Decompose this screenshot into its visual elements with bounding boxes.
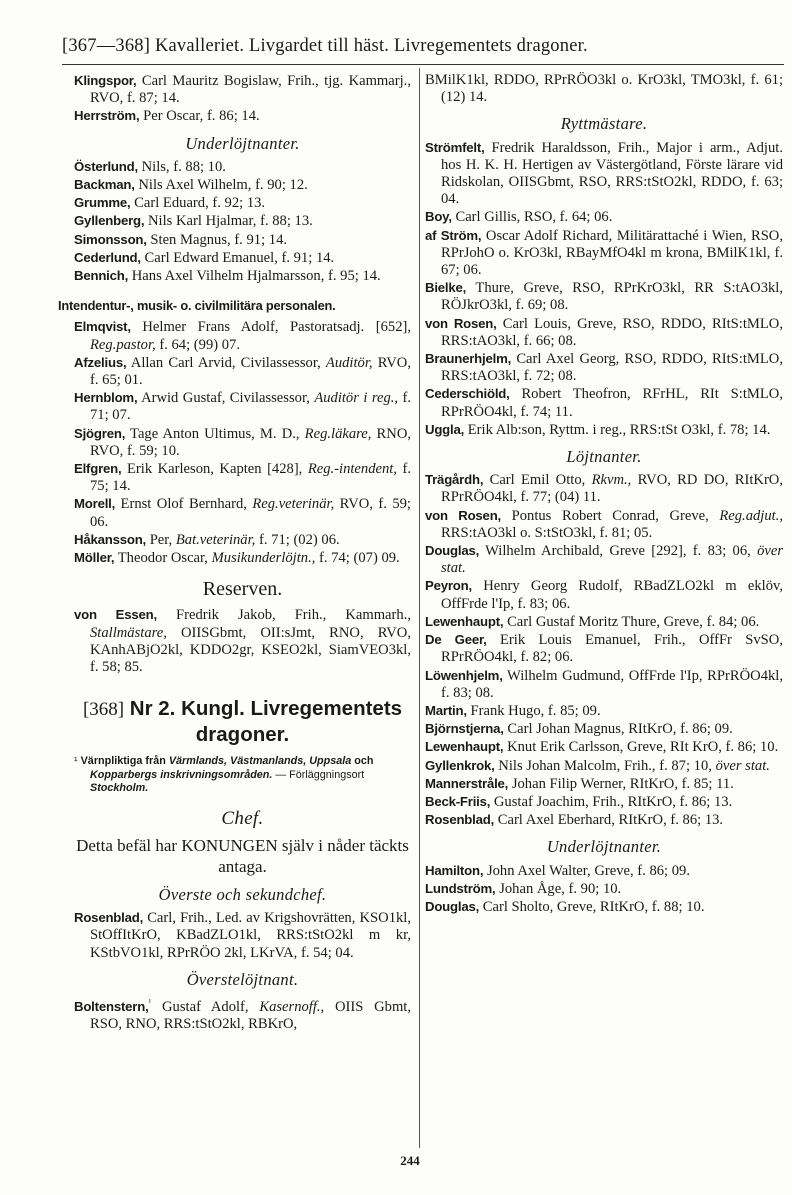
section-heading-overste: Överste och sekundchef. (158, 885, 327, 904)
section-heading-underlojtnanter: Underlöjtnanter. (185, 133, 300, 153)
entry: Elmqvist, Helmer Frans Adolf, Pastoratsadj. [652], Reg.pastor, f. 64; (99) 07. (74, 319, 411, 353)
entry: Björnstjerna, Carl Johan Magnus, RItKrO, f. 86; 09. (425, 721, 733, 738)
entry: Lundström, Johan Åge, f. 90; 10. (425, 880, 622, 897)
chef-statement: Detta befäl har KONUNGEN själv i nåder täckts antaga. (76, 836, 409, 876)
entry: Cederlund, Carl Edward Emanuel, f. 91; 14. (74, 249, 335, 266)
entry: Beck-Friis, Gustaf Joachim, Frih., RItKrO, f. 86; 13. (425, 793, 733, 810)
entry: Boy, Carl Gillis, RSO, f. 64; 06. (425, 209, 613, 226)
regiment-title: [368] Nr 2. Kungl. Livregementets dragoner. (82, 697, 403, 747)
column-divider (419, 68, 420, 1148)
entry: Gyllenkrok, Nils Johan Malcolm, Frih., f. 87; 10, över stat. (425, 757, 770, 774)
entry: Simonsson, Sten Magnus, f. 91; 14. (74, 231, 288, 248)
entry: Douglas, Wilhelm Archibald, Greve [292], f. 83; 06, över stat. (425, 543, 783, 577)
section-heading-intendentur: Intendentur-, musik- o. civilmilitära personalen. (58, 298, 336, 314)
entry: Hernblom, Arwid Gustaf, Civilassessor, Auditör i reg., f. 71; 07. (74, 390, 411, 424)
entry: Österlund, Nils, f. 88; 10. (74, 158, 226, 175)
entry: Uggla, Erik Alb:son, Ryttm. i reg., RRS:tSt O3kl, f. 78; 14. (425, 421, 771, 438)
entry: Håkansson, Per, Bat.veterinär, f. 71; (02) 06. (74, 531, 340, 548)
running-header: [367—368] Kavalleriet. Livgardet till häst. Livregementets dragoner. (62, 36, 588, 56)
entry: Boltenstern,$^{^1}$ Gustaf Adolf, Kasernoff., OIIS Gbmt, RSO, RNO, RRS:tStO2kl, RBKrO, (74, 997, 412, 1033)
entry: Cederschiöld, Robert Theofron, RFrHL, RIt S:tMLO, RPrRÖO4kl, f. 74; 11. (425, 386, 783, 420)
entry: von Essen, Fredrik Jakob, Frih., Kammarh., Stallmästare, OIISGbmt, OII:sJmt, RNO, RVO, KAnhABjO2kl, KDDO2gr, KSEO2kl, SiamVEO3kl, f. 58; 85. (74, 607, 411, 676)
entry: Trägårdh, Carl Emil Otto, Rkvm., RVO, RD DO, RItKrO, RPrRÖO4kl, f. 77; (04) 11. (425, 472, 783, 506)
entry: Strömfelt, Fredrik Haraldsson, Frih., Major i arm., Adjut. hos H. K. H. Hertigen av Västergötland, Förste lärare vid Ridskolan, OIISGbmt, RSO, RRS:tStO2kl, RDDO, f. 63; 04. (425, 139, 783, 208)
regiment-note: ¹ Värnpliktiga från Värmlands, Västmanlands, Uppsala och Kopparbergs inskrivningsområden. — Förläggningsort Stockholm. (74, 755, 374, 795)
section-heading-underlojtnanter-right: Underlöjtnanter. (546, 837, 662, 857)
entry: Gyllenberg, Nils Karl Hjalmar, f. 88; 13. (74, 213, 313, 230)
section-heading-lojtnanter: Löjtnanter. (566, 447, 642, 467)
entry: Bielke, Thure, Greve, RSO, RPrKrO3kl, RR S:tAO3kl, RÖJkrO3kl, f. 69; 08. (425, 280, 784, 314)
entry: Grumme, Carl Eduard, f. 92; 13. (74, 195, 266, 212)
entry: von Rosen, Pontus Robert Conrad, Greve, Reg.adjut., RRS:tAO3kl o. S:tStO3kl, f. 81; 05. (425, 507, 783, 541)
entry: Martin, Frank Hugo, f. 85; 09. (425, 702, 601, 719)
entry: Lewenhaupt, Carl Gustaf Moritz Thure, Greve, f. 84; 06. (425, 613, 760, 630)
section-heading-reserven: Reserven. (202, 578, 283, 601)
entry: Lewenhaupt, Knut Erik Carlsson, Greve, RIt KrO, f. 86; 10. (425, 739, 779, 756)
entry: von Rosen, Carl Louis, Greve, RSO, RDDO, RItS:tMLO, RRS:tAO3kl, f. 66; 08. (425, 315, 783, 349)
page-number: 244 (400, 1153, 420, 1168)
entry: Peyron, Henry Georg Rudolf, RBadZLO2kl m eklöv, OffFrde l'Ip, f. 83; 06. (425, 578, 783, 612)
entry: af Ström, Oscar Adolf Richard, Militärattaché i Wien, RSO, RPrJohO o. KrO3kl, RBayMfO4kl m krona, BMilK1kl, f. 67; 06. (425, 227, 783, 279)
entry: Löwenhjelm, Wilhelm Gudmund, OffFrde l'Ip, RPrRÖO4kl, f. 83; 08. (425, 667, 783, 701)
entry: Douglas, Carl Sholto, Greve, RItKrO, f. 88; 10. (425, 898, 705, 915)
entry: Klingspor, Carl Mauritz Bogislaw, Frih., tjg. Kammarj., RVO, f. 87; 14. (74, 73, 411, 107)
entry: Rosenblad, Carl Axel Eberhard, RItKrO, f. 86; 13. (425, 812, 724, 829)
entry: Herrström, Per Oscar, f. 86; 14. (74, 108, 260, 125)
entry: De Geer, Erik Louis Emanuel, Frih., OffFr SvSO, RPrRÖO4kl, f. 82; 06. (425, 632, 783, 666)
section-heading-ryttmastare: Ryttmästare. (560, 114, 648, 134)
entry: Mannerstråle, Johan Filip Werner, RItKrO, f. 85; 11. (425, 775, 734, 792)
entry: Backman, Nils Axel Wilhelm, f. 90; 12. (74, 177, 308, 194)
header-rule (62, 64, 784, 65)
right-column (425, 72, 783, 916)
entry: Braunerhjelm, Carl Axel Georg, RSO, RDDO, RItS:tMLO, RRS:tAO3kl, f. 72; 08. (425, 351, 783, 385)
section-heading-overstelojtnant: Överstelöjtnant. (186, 969, 299, 989)
entry: Sjögren, Tage Anton Ultimus, M. D., Reg.läkare, RNO, RVO, f. 59; 10. (74, 425, 412, 459)
section-heading-chef: Chef. (221, 807, 264, 829)
entry: Elfgren, Erik Karleson, Kapten [428], Reg.-intendent, f. 75; 14. (74, 461, 411, 495)
entry: Möller, Theodor Oscar, Musikunderlöjtn., f. 74; (07) 09. (74, 550, 400, 567)
left-column (58, 72, 412, 1033)
entry: Rosenblad, Carl, Frih., Led. av Krigshovrätten, KSO1kl, StOffItKrO, KBadZLO1kl, RRS:tStO2kl m kr, KStbVO1kl, RPrRÖO 2kl, LKrVA, f. 54; 04. (74, 910, 411, 961)
entry: Bennich, Hans Axel Vilhelm Hjalmarsson, f. 95; 14. (74, 268, 381, 285)
entry: Afzelius, Allan Carl Arvid, Civilassessor, Auditör, RVO, f. 65; 01. (74, 354, 411, 389)
entry: Hamilton, John Axel Walter, Greve, f. 86; 09. (425, 862, 690, 879)
entry-continuation: BMilK1kl, RDDO, RPrRÖO3kl o. KrO3kl, TMO3kl, f. 61; (12) 14. (425, 72, 783, 106)
entry: Morell, Ernst Olof Bernhard, Reg.veterinär, RVO, f. 59; 06. (74, 496, 411, 530)
